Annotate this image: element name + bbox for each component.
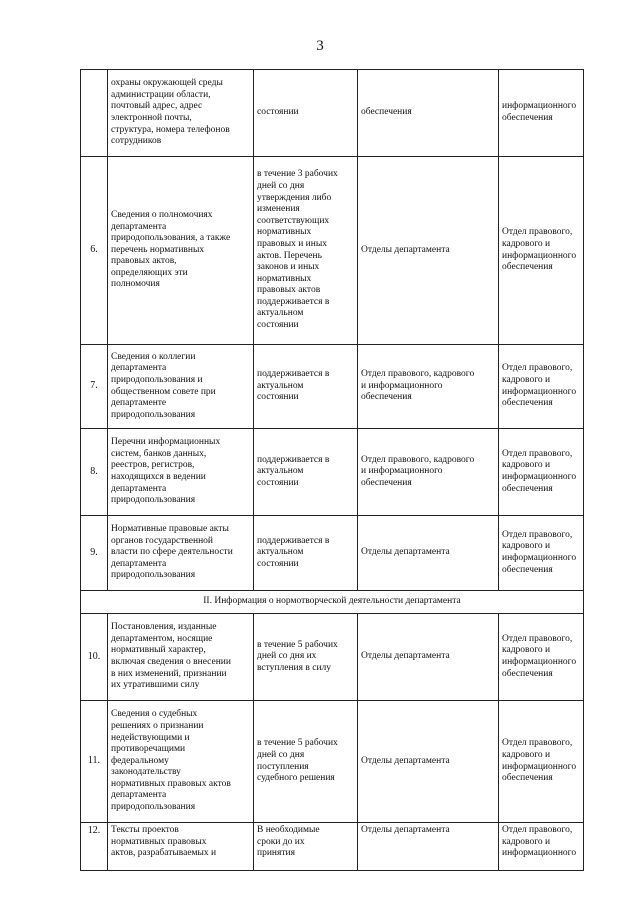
row-number: 9. — [81, 516, 108, 591]
term-cell: поддерживается в актуальном состоянии — [254, 516, 358, 591]
info-cell: охраны окружающей среды администрации области, почтовый адрес, адрес электронной почты, структура, номера телефонов сотрудников — [108, 70, 254, 157]
control-cell: Отдел правового, кадрового и информационного обеспечения — [499, 345, 584, 429]
control-cell: Отдел правового, кадрового и информационного обеспечения — [499, 516, 584, 591]
table-row — [81, 614, 584, 701]
info-cell: Сведения о судебных решениях о признании недействующими и противоречащими федеральному законодательству нормативных правовых актов департамента природопользования — [108, 701, 254, 823]
responsible-cell: Отдел правового, кадрового и информационного обеспечения — [358, 345, 499, 429]
section-title: II. Информация о нормотворческой деятельности департамента — [81, 591, 584, 614]
responsible-cell: Отделы департамента — [358, 614, 499, 701]
term-cell: В необходимые сроки до их принятия — [254, 823, 358, 871]
responsible-cell: Отделы департамента — [358, 823, 499, 871]
table-row — [81, 823, 584, 871]
responsible-cell: Отделы департамента — [358, 157, 499, 345]
section-row — [81, 591, 584, 614]
term-cell: в течение 3 рабочих дней со дня утверждения либо изменения соответствующих нормативных правовых и иных актов. Перечень законов и иных нормативных правовых актов поддерживается в актуальном состоянии — [254, 157, 358, 345]
page-number: 3 — [316, 38, 324, 54]
info-cell: Перечни информационных систем, банков данных, реестров, регистров, находящихся в ведении департамента природопользования — [108, 429, 254, 516]
responsible-cell: обеспечения — [358, 70, 499, 157]
table-row — [81, 701, 584, 823]
term-cell: в течение 5 рабочих дней со дня поступления судебного решения — [254, 701, 358, 823]
info-cell: Сведения о коллегии департамента природопользования и общественном совете при департаменте природопользования — [108, 345, 254, 429]
responsible-cell: Отделы департамента — [358, 701, 499, 823]
information-table — [80, 69, 584, 871]
info-cell: Нормативные правовые акты органов государственной власти по сфере деятельности департамента природопользования — [108, 516, 254, 591]
term-cell: состоянии — [254, 70, 358, 157]
row-number: 6. — [81, 157, 108, 345]
row-number: 12. — [81, 823, 108, 871]
row-number: 10. — [81, 614, 108, 701]
row-number — [81, 70, 108, 157]
control-cell: Отдел правового, кадрового и информационного — [499, 823, 584, 871]
responsible-cell: Отделы департамента — [358, 516, 499, 591]
table-row — [81, 70, 584, 157]
control-cell: Отдел правового, кадрового и информационного обеспечения — [499, 157, 584, 345]
table-row — [81, 157, 584, 345]
control-cell: информационного обеспечения — [499, 70, 584, 157]
row-number: 7. — [81, 345, 108, 429]
term-cell: поддерживается в актуальном состоянии — [254, 345, 358, 429]
info-cell: Постановления, изданные департаментом, носящие нормативный характер, включая сведения о внесении в них изменений, признании их утратившими силу — [108, 614, 254, 701]
responsible-cell: Отдел правового, кадрового и информационного обеспечения — [358, 429, 499, 516]
table-row — [81, 516, 584, 591]
term-cell: в течение 5 рабочих дней со дня их вступления в силу — [254, 614, 358, 701]
table-row — [81, 345, 584, 429]
control-cell: Отдел правового, кадрового и информационного обеспечения — [499, 429, 584, 516]
control-cell: Отдел правового, кадрового и информационного обеспечения — [499, 701, 584, 823]
control-cell: Отдел правового, кадрового и информационного обеспечения — [499, 614, 584, 701]
table-row — [81, 429, 584, 516]
info-cell: Тексты проектов нормативных правовых актов, разрабатываемых и — [108, 823, 254, 871]
info-cell: Сведения о полномочиях департамента природопользования, а также перечень нормативных правовых актов, определяющих эти полномочия — [108, 157, 254, 345]
term-cell: поддерживается в актуальном состоянии — [254, 429, 358, 516]
row-number: 11. — [81, 701, 108, 823]
row-number: 8. — [81, 429, 108, 516]
